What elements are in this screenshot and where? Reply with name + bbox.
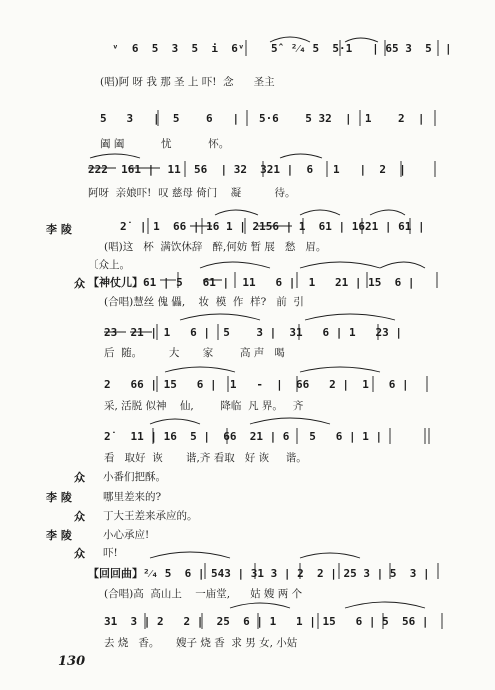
dialogue-line-5: 吓! [103,547,118,559]
score-line-7-notes: 2 66 | 15 6 | 1 - | 66 2 | 1 6 | [104,378,409,391]
score-line-1-notes: ᵛ 6 5 3 5 i 6ᵛ 5̂ ²⁄₄ 5 5·1 | 65 3 5 | [112,42,452,55]
score-line-2-lyrics: 阖 阖 忧 怀。 [100,138,230,150]
score-line-10-lyrics: 去 烧 香。 嫂子 烧 香 求 男 女, 小姑 [104,637,298,649]
page-number: 130 [58,654,86,669]
speaker-chorus-1: 众 [74,277,85,290]
speaker-chorus-2: 众 [74,471,85,484]
dialogue-line-1: 小番们把酥。 [103,471,166,483]
score-line-5-lyrics: (合唱)慧丝 傀 儡, 妆 模 作 样? 前 引 [104,296,304,308]
speaker-chorus-4: 众 [74,547,85,560]
stage-direction: 〔众上。 [88,259,130,271]
speaker-li-ling-1: 李 陵 [46,223,72,236]
score-line-3-notes: 222 161 | 11 56 | 32 321 | 6 1 | 2 | [88,163,406,176]
score-line-6-notes: 23 21 | 1 6 | 5 3 | 31 6 | 1 23 | [104,326,403,339]
speaker-li-ling-2: 李 陵 [46,491,72,504]
score-line-10-notes: 31 3 | 2 2 | 25 6 | 1 1 | 15 6 | 5 56 | [104,615,429,628]
score-line-4-lyrics: (唱)这 杯 满饮休辞 醉,何妨 暂 展 愁 眉。 [104,241,327,253]
score-line-5-notes: 【神仗儿】61 | 5 61 | 11 6 | 1 21 | 15 6 | [88,276,415,289]
score-line-9-lyrics: (合唱)高 高山上 一庙堂, 姑 嫂 两 个 [104,588,303,600]
dialogue-line-2: 哪里差来的? [103,491,162,503]
score-line-3-lyrics: 阿呀 亲娘吓! 叹 慈母 倚门 凝 待。 [88,187,296,199]
dialogue-line-4: 小心承应! [103,529,150,541]
score-line-2-notes: 5 3 | 5 6 | 5·6 5 32 | 1 2 | [100,112,425,125]
score-line-1-lyrics: (唱)阿 呀 我 那 圣 上 吓! 念 圣主 [100,76,275,88]
score-line-8-lyrics: 看 取好 诙 谐,齐 看取 好 诙 谐。 [104,452,307,464]
score-line-4-notes: 2̇ | 1 66 | 16 1 | 2156 | 1 61 | 1621 | 61 | [120,220,425,233]
speaker-li-ling-3: 李 陵 [46,529,72,542]
dialogue-line-3: 丁大王差来承应的。 [103,510,198,522]
score-line-8-notes: 2̇ 11 | 16 5 | 66 21 | 6 5 6 | 1 | [104,430,383,443]
score-line-9-notes: 【回回曲】²⁄₄ 5 6 | 543 | 31 3 | 2 2 | 25 3 | 5 3 | [88,567,430,580]
speaker-chorus-3: 众 [74,510,85,523]
score-line-7-lyrics: 采, 活脱 似神 仙, 降临 凡 界。 齐 [104,400,304,412]
score-line-6-lyrics: 后 随。 大 家 高 声 喝 [104,347,285,359]
